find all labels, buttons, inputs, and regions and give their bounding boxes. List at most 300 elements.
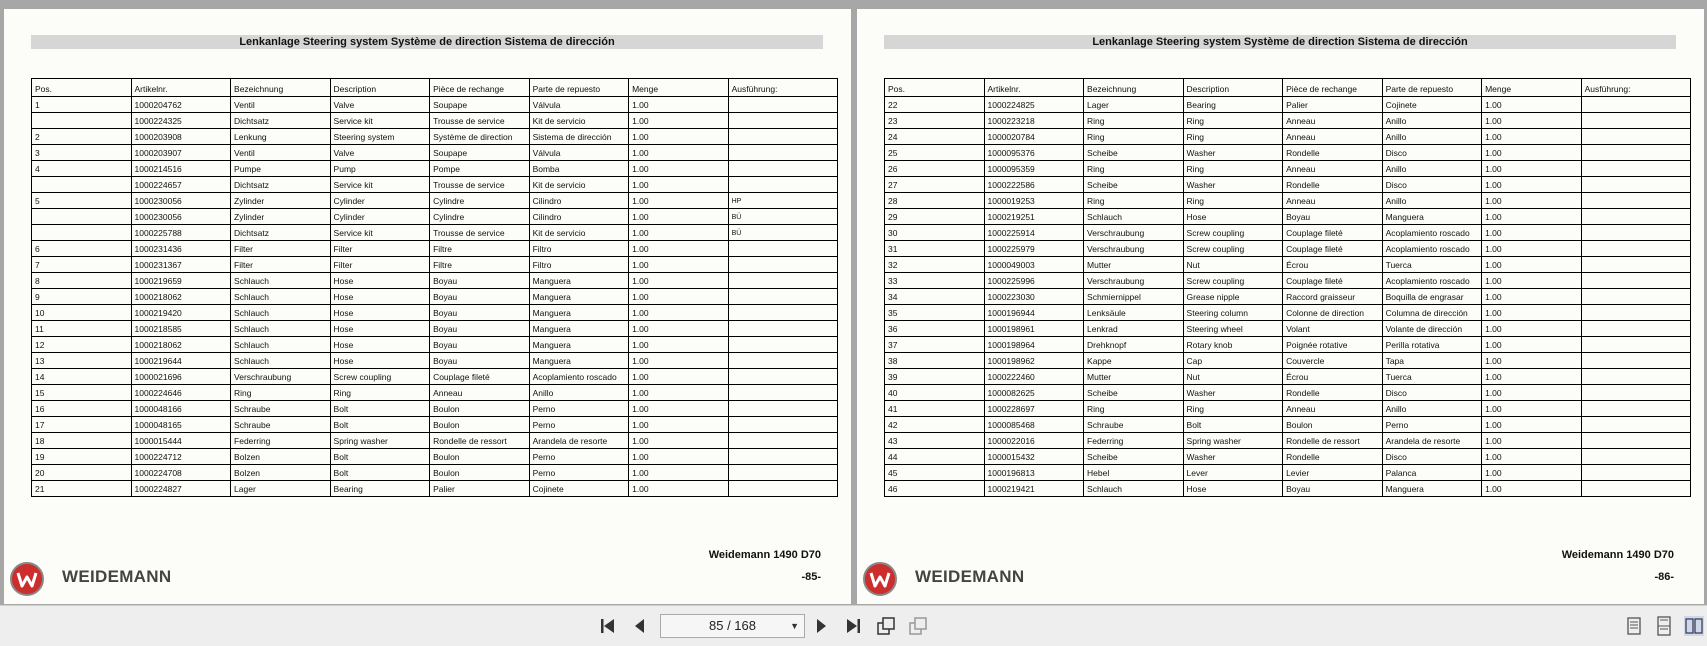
cell-bezeichnung: Schraube (1084, 417, 1184, 433)
copy-icon[interactable] (908, 616, 928, 636)
cell-artikelnr: 1000225788 (131, 225, 231, 241)
cell-artikelnr: 1000198964 (984, 337, 1084, 353)
cell-piece: Boulon (430, 417, 530, 433)
cell-menge: 1.00 (1482, 337, 1582, 353)
cell-parte: Manguera (529, 353, 629, 369)
cell-artikelnr: 1000219251 (984, 209, 1084, 225)
cell-parte: Disco (1382, 177, 1482, 193)
cell-parte: Anillo (1382, 401, 1482, 417)
table-row (32, 353, 838, 369)
cell-pos: 34 (885, 289, 985, 305)
cell-ausfuehrung (728, 161, 837, 177)
cell-parte: Acoplamiento roscado (1382, 225, 1482, 241)
page-number-input[interactable] (660, 614, 805, 638)
cell-description: Screw coupling (1183, 273, 1283, 289)
cell-piece: Boyau (430, 321, 530, 337)
table-row (885, 481, 1691, 497)
cell-artikelnr: 1000224825 (984, 97, 1084, 113)
cell-bezeichnung: Schlauch (231, 321, 331, 337)
column-header-ausfuehrung: Ausführung: (728, 79, 837, 97)
cell-menge: 1.00 (1482, 209, 1582, 225)
cell-artikelnr: 1000219659 (131, 273, 231, 289)
cell-piece: Rondelle (1283, 177, 1383, 193)
cell-piece: Rondelle de ressort (430, 433, 530, 449)
cell-menge: 1.00 (629, 417, 729, 433)
cell-pos: 13 (32, 353, 132, 369)
cell-menge: 1.00 (1482, 225, 1582, 241)
column-header-menge: Menge (629, 79, 729, 97)
cell-artikelnr: 1000230056 (131, 209, 231, 225)
cell-bezeichnung: Ring (1084, 113, 1184, 129)
cell-description: Cylinder (330, 209, 430, 225)
cell-bezeichnung: Scheibe (1084, 145, 1184, 161)
cell-pos: 35 (885, 305, 985, 321)
cell-pos: 38 (885, 353, 985, 369)
cell-ausfuehrung (728, 401, 837, 417)
cell-artikelnr: 1000203907 (131, 145, 231, 161)
cell-pos: 44 (885, 449, 985, 465)
cell-artikelnr: 1000204762 (131, 97, 231, 113)
cell-parte: Perno (1382, 417, 1482, 433)
cell-description: Steering wheel (1183, 321, 1283, 337)
cell-piece: Système de direction (430, 129, 530, 145)
cell-bezeichnung: Bolzen (231, 449, 331, 465)
cell-ausfuehrung (1581, 449, 1690, 465)
page-indicator: 85 / 168 (709, 618, 756, 633)
cell-piece: Couplage fileté (1283, 241, 1383, 257)
table-row (32, 385, 838, 401)
cell-bezeichnung: Ring (1084, 161, 1184, 177)
last-page-icon[interactable] (843, 616, 863, 636)
cell-ausfuehrung (728, 273, 837, 289)
column-header-piece: Pièce de rechange (430, 79, 530, 97)
cell-description: Service kit (330, 225, 430, 241)
cell-artikelnr: 1000021696 (131, 369, 231, 385)
cell-menge: 1.00 (1482, 241, 1582, 257)
page-number: -86- (1654, 571, 1674, 583)
table-row (32, 97, 838, 113)
cell-description: Pump (330, 161, 430, 177)
cell-description: Hose (330, 337, 430, 353)
cell-piece: Soupape (430, 145, 530, 161)
cell-ausfuehrung (1581, 225, 1690, 241)
table-row (885, 129, 1691, 145)
cell-menge: 1.00 (629, 449, 729, 465)
cell-pos (32, 209, 132, 225)
cell-menge: 1.00 (1482, 433, 1582, 449)
cell-piece: Raccord graisseur (1283, 289, 1383, 305)
cell-description: Hose (330, 353, 430, 369)
cell-parte: Cilindro (529, 193, 629, 209)
cell-ausfuehrung (1581, 369, 1690, 385)
cell-parte: Anillo (1382, 113, 1482, 129)
cell-description: Rotary knob (1183, 337, 1283, 353)
cell-artikelnr: 1000015444 (131, 433, 231, 449)
cell-ausfuehrung (1581, 145, 1690, 161)
cell-bezeichnung: Scheibe (1084, 385, 1184, 401)
cell-ausfuehrung (728, 385, 837, 401)
cell-menge: 1.00 (629, 401, 729, 417)
cell-piece: Poignée rotative (1283, 337, 1383, 353)
cell-ausfuehrung (728, 177, 837, 193)
column-header-pos: Pos. (32, 79, 132, 97)
cell-bezeichnung: Drehknopf (1084, 337, 1184, 353)
cell-artikelnr: 1000198961 (984, 321, 1084, 337)
cell-bezeichnung: Ring (231, 385, 331, 401)
single-page-view-icon[interactable] (1624, 616, 1644, 636)
cell-artikelnr: 1000224712 (131, 449, 231, 465)
cell-bezeichnung: Schraube (231, 401, 331, 417)
cell-pos: 27 (885, 177, 985, 193)
cell-parte: Manguera (1382, 481, 1482, 497)
cell-description: Hose (330, 289, 430, 305)
cell-parte: Manguera (529, 337, 629, 353)
cell-parte: Volante de dirección (1382, 321, 1482, 337)
cell-artikelnr: 1000224646 (131, 385, 231, 401)
continuous-view-icon[interactable] (1654, 616, 1674, 636)
cell-description: Valve (330, 97, 430, 113)
cell-parte: Manguera (529, 289, 629, 305)
cell-menge: 1.00 (629, 433, 729, 449)
cell-bezeichnung: Ventil (231, 145, 331, 161)
cell-menge: 1.00 (1482, 449, 1582, 465)
cell-ausfuehrung (728, 129, 837, 145)
cell-ausfuehrung: HP (728, 193, 837, 209)
cell-artikelnr: 1000224708 (131, 465, 231, 481)
cell-menge: 1.00 (629, 113, 729, 129)
cell-pos: 5 (32, 193, 132, 209)
cell-bezeichnung: Verschraubung (231, 369, 331, 385)
cell-menge: 1.00 (629, 273, 729, 289)
table-row (32, 113, 838, 129)
cell-piece: Anneau (1283, 113, 1383, 129)
cell-bezeichnung: Federring (231, 433, 331, 449)
cell-bezeichnung: Verschraubung (1084, 241, 1184, 257)
cell-artikelnr: 1000214516 (131, 161, 231, 177)
table-row (885, 465, 1691, 481)
cell-piece: Boulon (1283, 417, 1383, 433)
cell-description: Ring (1183, 401, 1283, 417)
cell-description: Bolt (330, 401, 430, 417)
cell-pos: 3 (32, 145, 132, 161)
cell-ausfuehrung (728, 289, 837, 305)
cell-description: Ring (1183, 113, 1283, 129)
cell-menge: 1.00 (1482, 273, 1582, 289)
cell-ausfuehrung: BÜ (728, 209, 837, 225)
cell-menge: 1.00 (629, 289, 729, 305)
cell-artikelnr: 1000228697 (984, 401, 1084, 417)
cell-pos: 43 (885, 433, 985, 449)
cell-parte: Tapa (1382, 353, 1482, 369)
document-page-left (4, 9, 851, 604)
cell-bezeichnung: Filter (231, 257, 331, 273)
cell-description: Bolt (330, 465, 430, 481)
cell-description: Filter (330, 241, 430, 257)
table-row (32, 337, 838, 353)
cell-description: Spring washer (1183, 433, 1283, 449)
cell-parte: Manguera (529, 321, 629, 337)
table-row (885, 193, 1691, 209)
cell-ausfuehrung (728, 241, 837, 257)
cell-pos: 30 (885, 225, 985, 241)
cell-description: Ring (1183, 161, 1283, 177)
table-row (32, 241, 838, 257)
cell-piece: Boyau (430, 289, 530, 305)
cell-bezeichnung: Schmiernippel (1084, 289, 1184, 305)
table-row (885, 289, 1691, 305)
cell-artikelnr: 1000231367 (131, 257, 231, 273)
page-title: Lenkanlage Steering system Système de direction Sistema de dirección (31, 35, 823, 49)
cell-pos: 16 (32, 401, 132, 417)
cell-bezeichnung: Zylinder (231, 193, 331, 209)
table-row (32, 417, 838, 433)
table-row (32, 273, 838, 289)
column-header-parte: Parte de repuesto (529, 79, 629, 97)
cell-piece: Boulon (430, 401, 530, 417)
cell-description: Service kit (330, 113, 430, 129)
cell-pos: 24 (885, 129, 985, 145)
cell-artikelnr: 1000224657 (131, 177, 231, 193)
cell-description: Filter (330, 257, 430, 273)
cell-description: Bearing (330, 481, 430, 497)
table-row (885, 209, 1691, 225)
cell-artikelnr: 1000095376 (984, 145, 1084, 161)
cell-menge: 1.00 (629, 337, 729, 353)
cell-menge: 1.00 (629, 225, 729, 241)
cell-description: Grease nipple (1183, 289, 1283, 305)
cell-ausfuehrung (1581, 337, 1690, 353)
cell-menge: 1.00 (1482, 257, 1582, 273)
cell-description: Bolt (330, 449, 430, 465)
cell-description: Hose (330, 273, 430, 289)
cell-artikelnr: 1000225914 (984, 225, 1084, 241)
cell-piece: Anneau (1283, 129, 1383, 145)
chevron-down-icon[interactable]: ▼ (790, 621, 799, 631)
cell-ausfuehrung (1581, 401, 1690, 417)
table-row (885, 177, 1691, 193)
cell-menge: 1.00 (629, 481, 729, 497)
cell-piece: Pompe (430, 161, 530, 177)
cell-description: Service kit (330, 177, 430, 193)
table-row (32, 145, 838, 161)
cell-parte: Perno (529, 401, 629, 417)
cell-bezeichnung: Ventil (231, 97, 331, 113)
table-row (32, 257, 838, 273)
cell-parte: Cojinete (1382, 97, 1482, 113)
cell-bezeichnung: Hebel (1084, 465, 1184, 481)
cell-parte: Anillo (1382, 193, 1482, 209)
cell-description: Nut (1183, 369, 1283, 385)
cell-description: Hose (1183, 481, 1283, 497)
cell-menge: 1.00 (629, 177, 729, 193)
table-row (32, 225, 838, 241)
cell-description: Hose (330, 305, 430, 321)
table-row (885, 353, 1691, 369)
table-row (32, 289, 838, 305)
cell-pos: 8 (32, 273, 132, 289)
cell-bezeichnung: Zylinder (231, 209, 331, 225)
table-row (32, 481, 838, 497)
table-row (885, 273, 1691, 289)
cell-bezeichnung: Lenksäule (1084, 305, 1184, 321)
column-header-bezeichnung: Bezeichnung (1084, 79, 1184, 97)
table-row (32, 321, 838, 337)
cell-piece: Écrou (1283, 257, 1383, 273)
cell-ausfuehrung (728, 337, 837, 353)
cell-ausfuehrung (1581, 241, 1690, 257)
cell-description: Hose (1183, 209, 1283, 225)
cell-piece: Rondelle (1283, 385, 1383, 401)
cell-parte: Manguera (529, 305, 629, 321)
brand-name: WEIDEMANN (915, 567, 1025, 586)
cell-menge: 1.00 (629, 257, 729, 273)
cell-artikelnr: 1000218585 (131, 321, 231, 337)
cell-description: Screw coupling (1183, 225, 1283, 241)
cell-parte: Tuerca (1382, 257, 1482, 273)
cell-artikelnr: 1000223218 (984, 113, 1084, 129)
cell-bezeichnung: Pumpe (231, 161, 331, 177)
cell-pos: 28 (885, 193, 985, 209)
cell-ausfuehrung (1581, 289, 1690, 305)
cell-menge: 1.00 (629, 465, 729, 481)
cell-parte: Sistema de dirección (529, 129, 629, 145)
cell-artikelnr: 1000225979 (984, 241, 1084, 257)
document-page-right (857, 9, 1704, 604)
cell-piece: Cylindre (430, 193, 530, 209)
table-row (885, 241, 1691, 257)
brand-name: WEIDEMANN (62, 567, 172, 586)
cell-menge: 1.00 (629, 129, 729, 145)
cell-piece: Boyau (1283, 481, 1383, 497)
table-row (32, 401, 838, 417)
cell-bezeichnung: Lager (1084, 97, 1184, 113)
cell-pos: 15 (32, 385, 132, 401)
table-row (885, 433, 1691, 449)
cell-parte: Acoplamiento roscado (529, 369, 629, 385)
cell-parte: Kit de servicio (529, 177, 629, 193)
cell-pos: 19 (32, 449, 132, 465)
cell-parte: Arandela de resorte (529, 433, 629, 449)
cell-menge: 1.00 (629, 241, 729, 257)
next-page-icon[interactable] (811, 616, 831, 636)
cell-parte: Disco (1382, 385, 1482, 401)
two-page-view-icon[interactable] (1684, 616, 1704, 636)
cell-pos (32, 113, 132, 129)
cell-pos: 21 (32, 481, 132, 497)
cell-piece: Soupape (430, 97, 530, 113)
cell-pos: 25 (885, 145, 985, 161)
table-header-row (885, 79, 1691, 97)
cell-parte: Cilindro (529, 209, 629, 225)
cell-artikelnr: 1000222586 (984, 177, 1084, 193)
table-row (885, 145, 1691, 161)
cell-menge: 1.00 (1482, 97, 1582, 113)
cell-parte: Perilla rotativa (1382, 337, 1482, 353)
first-page-icon[interactable] (598, 616, 618, 636)
cell-ausfuehrung (728, 433, 837, 449)
table-row (885, 385, 1691, 401)
cell-parte: Filtro (529, 241, 629, 257)
rotate-icon[interactable] (876, 616, 896, 636)
column-header-description: Description (1183, 79, 1283, 97)
table-row (885, 417, 1691, 433)
cell-artikelnr: 1000218062 (131, 289, 231, 305)
cell-artikelnr: 1000015432 (984, 449, 1084, 465)
cell-parte: Válvula (529, 97, 629, 113)
cell-ausfuehrung (1581, 305, 1690, 321)
cell-ausfuehrung (1581, 257, 1690, 273)
cell-ausfuehrung (1581, 129, 1690, 145)
table-row (885, 225, 1691, 241)
cell-pos: 18 (32, 433, 132, 449)
cell-menge: 1.00 (1482, 417, 1582, 433)
page-title: Lenkanlage Steering system Système de direction Sistema de dirección (884, 35, 1676, 49)
cell-ausfuehrung (1581, 177, 1690, 193)
cell-ausfuehrung (1581, 321, 1690, 337)
cell-description: Lever (1183, 465, 1283, 481)
previous-page-icon[interactable] (630, 616, 650, 636)
cell-description: Ring (330, 385, 430, 401)
cell-piece: Boyau (430, 353, 530, 369)
table-row (32, 129, 838, 145)
cell-ausfuehrung (1581, 209, 1690, 225)
cell-bezeichnung: Schlauch (231, 353, 331, 369)
table-row (885, 449, 1691, 465)
cell-description: Steering column (1183, 305, 1283, 321)
cell-pos: 46 (885, 481, 985, 497)
cell-piece: Boyau (430, 273, 530, 289)
cell-bezeichnung: Schraube (231, 417, 331, 433)
weidemann-logo-icon (9, 561, 45, 597)
cell-pos: 22 (885, 97, 985, 113)
cell-parte: Manguera (1382, 209, 1482, 225)
cell-description: Ring (1183, 129, 1283, 145)
table-row (32, 305, 838, 321)
cell-piece: Cylindre (430, 209, 530, 225)
cell-artikelnr: 1000196944 (984, 305, 1084, 321)
cell-parte: Arandela de resorte (1382, 433, 1482, 449)
table-row (32, 161, 838, 177)
cell-menge: 1.00 (629, 385, 729, 401)
cell-ausfuehrung (728, 481, 837, 497)
cell-parte: Anillo (529, 385, 629, 401)
cell-piece: Palier (1283, 97, 1383, 113)
cell-menge: 1.00 (1482, 129, 1582, 145)
cell-piece: Trousse de service (430, 113, 530, 129)
cell-menge: 1.00 (1482, 305, 1582, 321)
table-row (32, 465, 838, 481)
cell-parte: Kit de servicio (529, 225, 629, 241)
cell-bezeichnung: Dichtsatz (231, 225, 331, 241)
cell-ausfuehrung (1581, 97, 1690, 113)
cell-bezeichnung: Ring (1084, 401, 1184, 417)
cell-bezeichnung: Schlauch (231, 337, 331, 353)
cell-description: Ring (1183, 193, 1283, 209)
cell-menge: 1.00 (1482, 353, 1582, 369)
cell-pos (32, 177, 132, 193)
cell-parte: Perno (529, 465, 629, 481)
cell-piece: Colonne de direction (1283, 305, 1383, 321)
weidemann-logo-icon (862, 561, 898, 597)
cell-artikelnr: 1000085468 (984, 417, 1084, 433)
cell-bezeichnung: Schlauch (231, 305, 331, 321)
cell-bezeichnung: Dichtsatz (231, 177, 331, 193)
column-header-pos: Pos. (885, 79, 985, 97)
column-header-artikelnr: Artikelnr. (131, 79, 231, 97)
table-row (32, 209, 838, 225)
table-row (32, 193, 838, 209)
cell-pos: 20 (32, 465, 132, 481)
